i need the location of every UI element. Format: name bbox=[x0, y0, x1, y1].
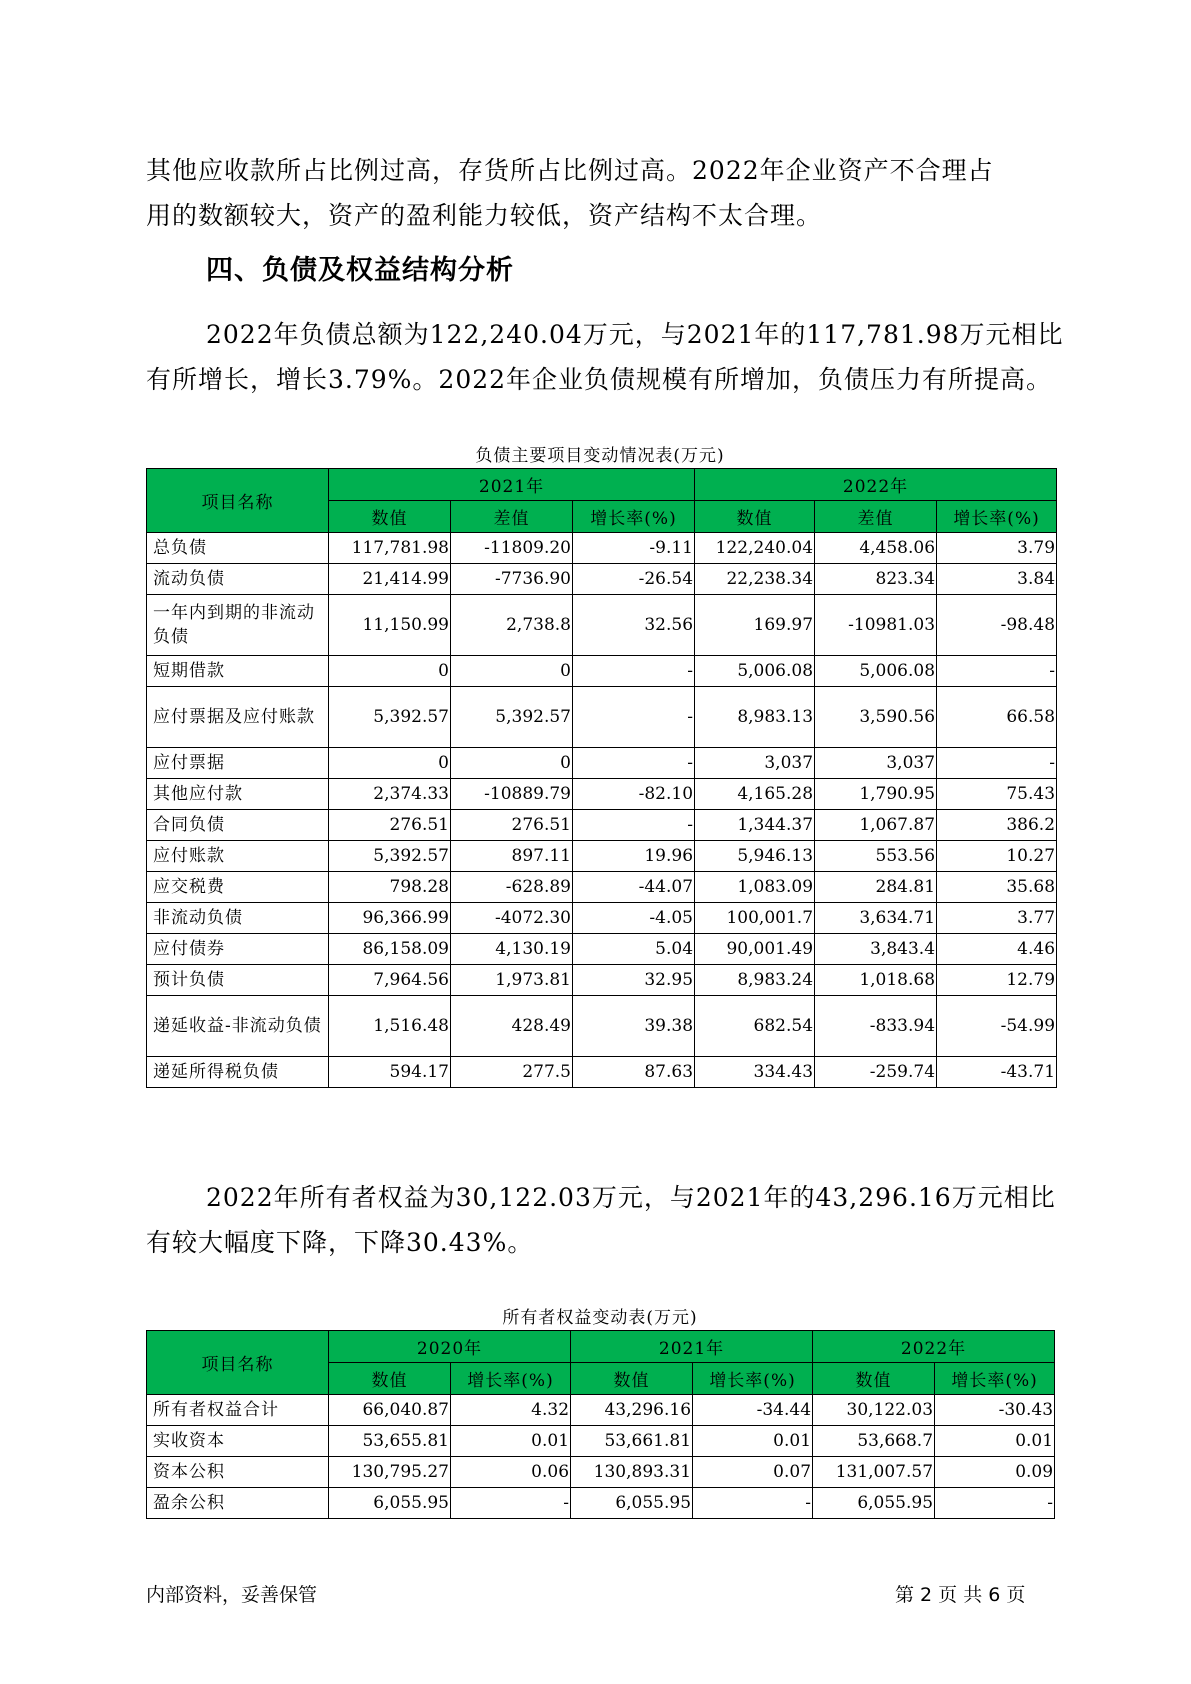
table-cell: 39.38 bbox=[573, 996, 695, 1057]
table-cell: 386.2 bbox=[937, 810, 1057, 841]
table-cell: 3,843.4 bbox=[815, 934, 937, 965]
table-row bbox=[147, 996, 1057, 1057]
table-cell: 3,037 bbox=[815, 748, 937, 779]
equity-subheader: 增长率(%) bbox=[935, 1363, 1055, 1395]
table-cell: 19.96 bbox=[573, 841, 695, 872]
table-cell: 1,790.95 bbox=[815, 779, 937, 810]
equity-paragraph-cont bbox=[146, 1220, 1046, 1265]
row-label: 非流动负债 bbox=[147, 903, 329, 934]
table-cell: 5,946.13 bbox=[695, 841, 815, 872]
liability-subheader: 差值 bbox=[451, 501, 573, 533]
table-cell: - bbox=[573, 656, 695, 687]
table-cell: - bbox=[573, 810, 695, 841]
table-cell: - bbox=[937, 656, 1057, 687]
table-cell: 798.28 bbox=[329, 872, 451, 903]
table-cell: -4072.30 bbox=[451, 903, 573, 934]
liability-subheader: 增长率(%) bbox=[937, 501, 1057, 533]
table-cell: 22,238.34 bbox=[695, 564, 815, 595]
table-cell: 87.63 bbox=[573, 1057, 695, 1088]
table-cell: 682.54 bbox=[695, 996, 815, 1057]
table-cell: 90,001.49 bbox=[695, 934, 815, 965]
table-cell: -11809.20 bbox=[451, 533, 573, 564]
row-label: 短期借款 bbox=[147, 656, 329, 687]
row-label: 实收资本 bbox=[147, 1426, 329, 1457]
table-cell: -4.05 bbox=[573, 903, 695, 934]
table-cell: -628.89 bbox=[451, 872, 573, 903]
table-cell: 0.09 bbox=[935, 1457, 1055, 1488]
table-cell: 1,083.09 bbox=[695, 872, 815, 903]
table-cell: 130,795.27 bbox=[329, 1457, 451, 1488]
table-row bbox=[147, 1457, 1055, 1488]
table-cell: 10.27 bbox=[937, 841, 1057, 872]
table-cell: 12.79 bbox=[937, 965, 1057, 996]
table-cell: 0 bbox=[329, 748, 451, 779]
table-cell: 0 bbox=[451, 748, 573, 779]
row-label: 合同负债 bbox=[147, 810, 329, 841]
table-cell: 117,781.98 bbox=[329, 533, 451, 564]
table-cell: - bbox=[573, 687, 695, 748]
table-cell: 594.17 bbox=[329, 1057, 451, 1088]
table-cell: 66,040.87 bbox=[329, 1395, 451, 1426]
table-cell: 0.07 bbox=[693, 1457, 813, 1488]
table-cell: 131,007.57 bbox=[813, 1457, 935, 1488]
table-cell: 7,964.56 bbox=[329, 965, 451, 996]
row-label: 递延所得税负债 bbox=[147, 1057, 329, 1088]
table-cell: 5,392.57 bbox=[329, 841, 451, 872]
liability-subheader: 数值 bbox=[695, 501, 815, 533]
table-cell: 3.77 bbox=[937, 903, 1057, 934]
table-row bbox=[147, 595, 1057, 656]
liability-line-1: 2022年负债总额为122,240.04万元，与2021年的117,781.98万元相比 bbox=[206, 320, 1064, 349]
table-cell: 122,240.04 bbox=[695, 533, 815, 564]
table-cell: 6,055.95 bbox=[329, 1488, 451, 1519]
table-cell: -98.48 bbox=[937, 595, 1057, 656]
equity-subheader: 增长率(%) bbox=[451, 1363, 571, 1395]
table-cell: 0.06 bbox=[451, 1457, 571, 1488]
table-cell: - bbox=[451, 1488, 571, 1519]
equity-subheader: 数值 bbox=[571, 1363, 693, 1395]
equity-table-caption: 所有者权益变动表(万元) bbox=[502, 1308, 698, 1328]
table-row bbox=[147, 779, 1057, 810]
table-row bbox=[147, 903, 1057, 934]
row-label: 应交税费 bbox=[147, 872, 329, 903]
table-cell: 53,668.7 bbox=[813, 1426, 935, 1457]
table-cell: - bbox=[693, 1488, 813, 1519]
table-row bbox=[147, 934, 1057, 965]
table-cell: 3,590.56 bbox=[815, 687, 937, 748]
table-cell: 4,458.06 bbox=[815, 533, 937, 564]
table-row bbox=[147, 533, 1057, 564]
equity-line-1: 2022年所有者权益为30,122.03万元，与2021年的43,296.16万元相比 bbox=[206, 1183, 1056, 1212]
equity-subheader: 增长率(%) bbox=[693, 1363, 813, 1395]
table-cell: 96,366.99 bbox=[329, 903, 451, 934]
equity-paragraph-first bbox=[206, 1175, 1066, 1220]
footer-confidential-note: 内部资料，妥善保管 bbox=[146, 1584, 318, 1606]
table-cell: -9.11 bbox=[573, 533, 695, 564]
intro-line-1: 其他应收款所占比例过高，存货所占比例过高。2022年企业资产不合理占 bbox=[146, 156, 994, 185]
table-row bbox=[147, 965, 1057, 996]
equity-header-item: 项目名称 bbox=[147, 1331, 329, 1395]
table-cell: 43,296.16 bbox=[571, 1395, 693, 1426]
table-cell: 30,122.03 bbox=[813, 1395, 935, 1426]
row-label: 应付票据及应付账款 bbox=[147, 687, 329, 748]
table-cell: 0 bbox=[451, 656, 573, 687]
table-cell: -43.71 bbox=[937, 1057, 1057, 1088]
table-cell: 284.81 bbox=[815, 872, 937, 903]
table-cell: 35.68 bbox=[937, 872, 1057, 903]
row-label: 递延收益-非流动负债 bbox=[147, 996, 329, 1057]
table-cell: 53,661.81 bbox=[571, 1426, 693, 1457]
section-heading: 四、负债及权益结构分析 bbox=[206, 255, 514, 286]
liability-paragraph-cont bbox=[146, 357, 1053, 402]
table-cell: 53,655.81 bbox=[329, 1426, 451, 1457]
row-label: 总负债 bbox=[147, 533, 329, 564]
table-cell: 21,414.99 bbox=[329, 564, 451, 595]
table-cell: -30.43 bbox=[935, 1395, 1055, 1426]
table-cell: 6,055.95 bbox=[571, 1488, 693, 1519]
table-cell: 1,516.48 bbox=[329, 996, 451, 1057]
liability-header-year-2022: 2022年 bbox=[695, 469, 1057, 501]
table-cell: 0.01 bbox=[693, 1426, 813, 1457]
table-cell: 823.34 bbox=[815, 564, 937, 595]
table-cell: 1,973.81 bbox=[451, 965, 573, 996]
table-cell: 32.95 bbox=[573, 965, 695, 996]
table-row bbox=[147, 1395, 1055, 1426]
equity-subheader: 数值 bbox=[329, 1363, 451, 1395]
table-row bbox=[147, 810, 1057, 841]
table-cell: 428.49 bbox=[451, 996, 573, 1057]
table-row bbox=[147, 872, 1057, 903]
liability-header-year-2021: 2021年 bbox=[329, 469, 695, 501]
row-label: 盈余公积 bbox=[147, 1488, 329, 1519]
table-cell: 1,018.68 bbox=[815, 965, 937, 996]
table-cell: 5,006.08 bbox=[695, 656, 815, 687]
table-cell: -26.54 bbox=[573, 564, 695, 595]
table-cell: 66.58 bbox=[937, 687, 1057, 748]
liability-subheader: 增长率(%) bbox=[573, 501, 695, 533]
table-cell: 277.5 bbox=[451, 1057, 573, 1088]
table-cell: - bbox=[937, 748, 1057, 779]
table-cell: 8,983.24 bbox=[695, 965, 815, 996]
table-cell: -44.07 bbox=[573, 872, 695, 903]
liability-table bbox=[146, 468, 1057, 1088]
table-row bbox=[147, 656, 1057, 687]
equity-header-year-2022: 2022年 bbox=[813, 1331, 1055, 1363]
table-cell: -833.94 bbox=[815, 996, 937, 1057]
row-label: 应付债券 bbox=[147, 934, 329, 965]
table-row bbox=[147, 564, 1057, 595]
table-cell: -82.10 bbox=[573, 779, 695, 810]
table-cell: 5,392.57 bbox=[451, 687, 573, 748]
table-cell: 4.32 bbox=[451, 1395, 571, 1426]
equity-header-year-2021: 2021年 bbox=[571, 1331, 813, 1363]
table-cell: 100,001.7 bbox=[695, 903, 815, 934]
table-row bbox=[147, 687, 1057, 748]
table-cell: - bbox=[573, 748, 695, 779]
table-cell: 553.56 bbox=[815, 841, 937, 872]
equity-header-year-2020: 2020年 bbox=[329, 1331, 571, 1363]
table-cell: 130,893.31 bbox=[571, 1457, 693, 1488]
row-label: 应付票据 bbox=[147, 748, 329, 779]
table-cell: 1,067.87 bbox=[815, 810, 937, 841]
table-cell: 5,006.08 bbox=[815, 656, 937, 687]
table-cell: -34.44 bbox=[693, 1395, 813, 1426]
table-cell: -7736.90 bbox=[451, 564, 573, 595]
liability-subheader: 差值 bbox=[815, 501, 937, 533]
table-cell: 32.56 bbox=[573, 595, 695, 656]
liability-subheader: 数值 bbox=[329, 501, 451, 533]
table-cell: 4,130.19 bbox=[451, 934, 573, 965]
table-cell: -259.74 bbox=[815, 1057, 937, 1088]
liability-paragraph-first bbox=[206, 312, 1066, 357]
row-label: 所有者权益合计 bbox=[147, 1395, 329, 1426]
liability-line-2: 有所增长，增长3.79%。2022年企业负债规模有所增加，负债压力有所提高。 bbox=[146, 365, 1053, 394]
equity-table bbox=[146, 1330, 1055, 1519]
footer-page-number: 第 2 页 共 6 页 bbox=[895, 1584, 1026, 1606]
table-row bbox=[147, 1488, 1055, 1519]
intro-paragraph bbox=[146, 148, 1046, 238]
table-cell: 11,150.99 bbox=[329, 595, 451, 656]
table-cell: 276.51 bbox=[451, 810, 573, 841]
row-label: 一年内到期的非流动负债 bbox=[147, 595, 329, 656]
table-cell: 897.11 bbox=[451, 841, 573, 872]
row-label: 其他应付款 bbox=[147, 779, 329, 810]
row-label: 应付账款 bbox=[147, 841, 329, 872]
table-cell: 5.04 bbox=[573, 934, 695, 965]
row-label: 流动负债 bbox=[147, 564, 329, 595]
table-cell: 0.01 bbox=[935, 1426, 1055, 1457]
table-cell: 334.43 bbox=[695, 1057, 815, 1088]
table-cell: 5,392.57 bbox=[329, 687, 451, 748]
liability-header-item: 项目名称 bbox=[147, 469, 329, 533]
table-cell: 3,634.71 bbox=[815, 903, 937, 934]
table-cell: 75.43 bbox=[937, 779, 1057, 810]
table-cell: 86,158.09 bbox=[329, 934, 451, 965]
table-cell: 3.84 bbox=[937, 564, 1057, 595]
row-label: 资本公积 bbox=[147, 1457, 329, 1488]
table-cell: -54.99 bbox=[937, 996, 1057, 1057]
table-cell: 3,037 bbox=[695, 748, 815, 779]
table-cell: -10981.03 bbox=[815, 595, 937, 656]
table-row bbox=[147, 748, 1057, 779]
table-cell: 2,738.8 bbox=[451, 595, 573, 656]
table-row bbox=[147, 1057, 1057, 1088]
table-cell: 276.51 bbox=[329, 810, 451, 841]
table-cell: 6,055.95 bbox=[813, 1488, 935, 1519]
table-cell: -10889.79 bbox=[451, 779, 573, 810]
table-cell: 0.01 bbox=[451, 1426, 571, 1457]
table-cell: - bbox=[935, 1488, 1055, 1519]
liability-table-caption: 负债主要项目变动情况表(万元) bbox=[475, 446, 725, 466]
table-cell: 2,374.33 bbox=[329, 779, 451, 810]
table-cell: 1,344.37 bbox=[695, 810, 815, 841]
equity-line-2: 有较大幅度下降，下降30.43%。 bbox=[146, 1228, 534, 1257]
table-row bbox=[147, 1426, 1055, 1457]
row-label: 预计负债 bbox=[147, 965, 329, 996]
table-cell: 4.46 bbox=[937, 934, 1057, 965]
table-cell: 169.97 bbox=[695, 595, 815, 656]
intro-line-2: 用的数额较大，资产的盈利能力较低，资产结构不太合理。 bbox=[146, 201, 823, 230]
table-cell: 3.79 bbox=[937, 533, 1057, 564]
table-cell: 8,983.13 bbox=[695, 687, 815, 748]
table-cell: 4,165.28 bbox=[695, 779, 815, 810]
table-cell: 0 bbox=[329, 656, 451, 687]
equity-subheader: 数值 bbox=[813, 1363, 935, 1395]
table-row bbox=[147, 841, 1057, 872]
